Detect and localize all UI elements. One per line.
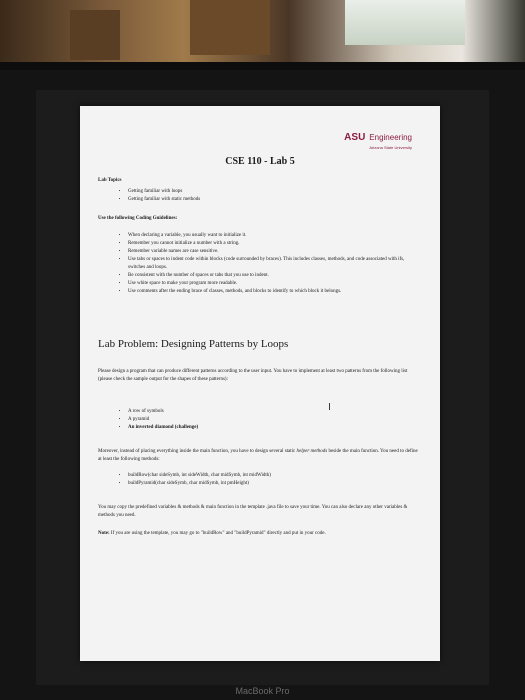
methods-intro-suffix: beside the main function. You need to define at least the following methods: xyxy=(98,449,418,462)
list-item: • When declaring a variable, you usually want to initialize it. xyxy=(128,232,418,240)
background-shelf xyxy=(190,0,270,55)
list-item: • A pyramid xyxy=(128,416,328,424)
document-page xyxy=(80,106,440,661)
list-item: • Getting familiar with loops xyxy=(128,188,418,196)
list-item: • An inverted diamond (challenge) xyxy=(128,424,328,432)
methods-intro xyxy=(98,448,418,464)
list-item: • Use tabs or spaces to indent code within blocks (code surrounded by braces). This includes classes, methods, and code associated with ifs, switches and loops. xyxy=(128,256,418,272)
methods-list xyxy=(118,472,428,488)
asu-engineering-logo xyxy=(344,128,412,150)
problem-intro: Please design a program that can produce different patterns according to the user input. You have to implement at least two patterns from the following list (please check the sample output for the shapes of these patterns): xyxy=(98,369,408,382)
problem-title: Lab Problem: Designing Patterns by Loops xyxy=(98,338,289,350)
note-label: Note: xyxy=(98,531,110,536)
background-window xyxy=(345,0,465,45)
logo-tagline: Arizona State University xyxy=(369,145,412,150)
list-item: • A row of symbols xyxy=(128,408,328,416)
note-text: If you are using the template, you may go to "buildRow" and "buildPyramid" directly and put in your code. xyxy=(109,531,326,536)
logo-engineering: Engineering xyxy=(369,133,412,142)
methods-intro-emphasis: helper methods xyxy=(296,449,328,454)
list-item: • Be consistent with the number of spaces or tabs that you use to indent. xyxy=(128,272,418,280)
text-cursor-icon: I xyxy=(328,402,331,413)
lab-topics-label: Lab Topics xyxy=(98,178,122,183)
list-item: • buildRow(char sideSymb, int sideWidth, char midSymb, int midWidth) xyxy=(128,472,428,480)
list-item: • Use white space to make your program more readable. xyxy=(128,280,418,288)
background-room xyxy=(0,0,525,70)
guidelines-label: Use the following Coding Guidelines: xyxy=(98,216,178,221)
logo-asu: ASU xyxy=(344,132,366,143)
screen-bezel-top xyxy=(0,62,525,70)
macbook-label: MacBook Pro xyxy=(235,686,290,696)
lab-topics-list xyxy=(118,188,418,204)
list-item: • Getting familiar with static methods xyxy=(128,196,418,204)
list-item: • Remember you cannot initialize a number with a string. xyxy=(128,240,418,248)
background-shelf xyxy=(70,10,120,60)
guidelines-list xyxy=(118,232,418,296)
document-title: CSE 110 - Lab 5 xyxy=(225,156,295,167)
list-item: • Remember variable names are case sensitive. xyxy=(128,248,418,256)
methods-intro-prefix: Moreover, instead of placing everything inside the main function, you have to design several static xyxy=(98,449,297,454)
patterns-list xyxy=(118,408,328,432)
list-item: • buildPyramid(char sideSymb, char midSymb, int pmHeight) xyxy=(128,480,428,488)
copy-note: You may copy the predefined variables & methods & main function in the template .java file to save your time. You can also declare any other variables & methods you need. xyxy=(98,505,408,518)
template-note xyxy=(98,530,418,538)
list-item: • Use comments after the ending brace of classes, methods, and blocks to identify to which block it belongs. xyxy=(128,288,418,296)
